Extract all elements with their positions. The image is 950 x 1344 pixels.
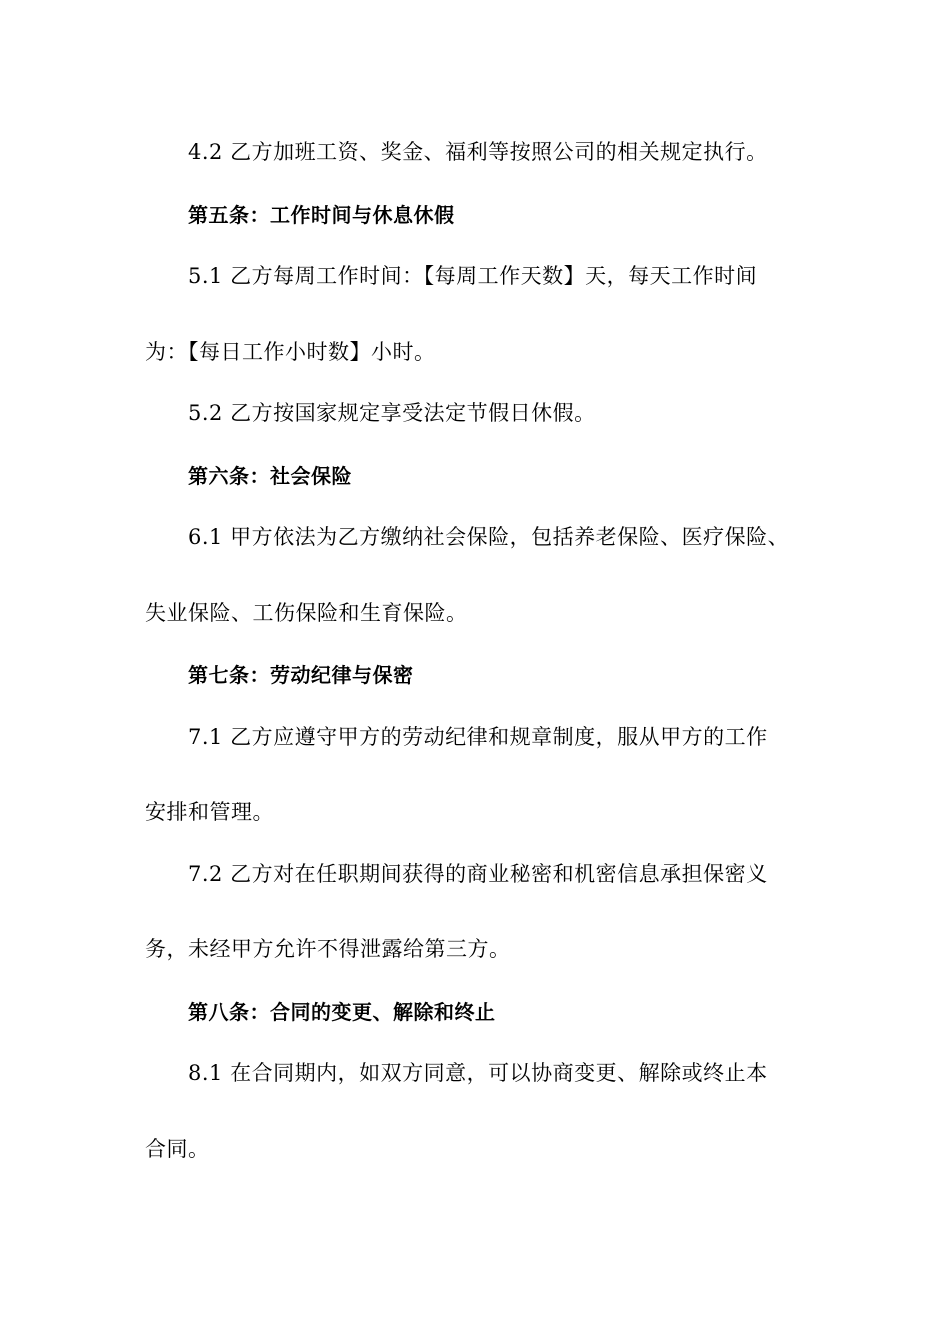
clause-7-1-line-1: 7.1 乙方应遵守甲方的劳动纪律和规章制度，服从甲方的工作 bbox=[188, 725, 768, 749]
clause-7-1-line-2: 安排和管理。 bbox=[145, 800, 274, 824]
clause-5-1-line-2: 为：【每日工作小时数】小时。 bbox=[145, 340, 436, 364]
clause-8-1-line-1: 8.1 在合同期内，如双方同意，可以协商变更、解除或终止本 bbox=[188, 1061, 768, 1085]
clause-8-1-line-2: 合同。 bbox=[145, 1137, 210, 1161]
article-5-heading: 第五条：工作时间与休息休假 bbox=[188, 203, 455, 227]
clause-4-2: 4.2 乙方加班工资、奖金、福利等按照公司的相关规定执行。 bbox=[188, 140, 768, 164]
article-7-heading: 第七条：劳动纪律与保密 bbox=[188, 663, 414, 687]
clause-6-1-line-2: 失业保险、工伤保险和生育保险。 bbox=[145, 601, 468, 625]
clause-5-2: 5.2 乙方按国家规定享受法定节假日休假。 bbox=[188, 401, 596, 425]
clause-7-2-line-2: 务，未经甲方允许不得泄露给第三方。 bbox=[145, 937, 511, 961]
clause-5-1-line-1: 5.1 乙方每周工作时间：【每周工作天数】天，每天工作时间 bbox=[188, 264, 758, 288]
clause-6-1-line-1: 6.1 甲方依法为乙方缴纳社会保险，包括养老保险、医疗保险、 bbox=[188, 525, 790, 549]
clause-7-2-line-1: 7.2 乙方对在任职期间获得的商业秘密和机密信息承担保密义 bbox=[188, 862, 768, 886]
article-8-heading: 第八条：合同的变更、解除和终止 bbox=[188, 1000, 496, 1024]
article-6-heading: 第六条：社会保险 bbox=[188, 464, 352, 488]
